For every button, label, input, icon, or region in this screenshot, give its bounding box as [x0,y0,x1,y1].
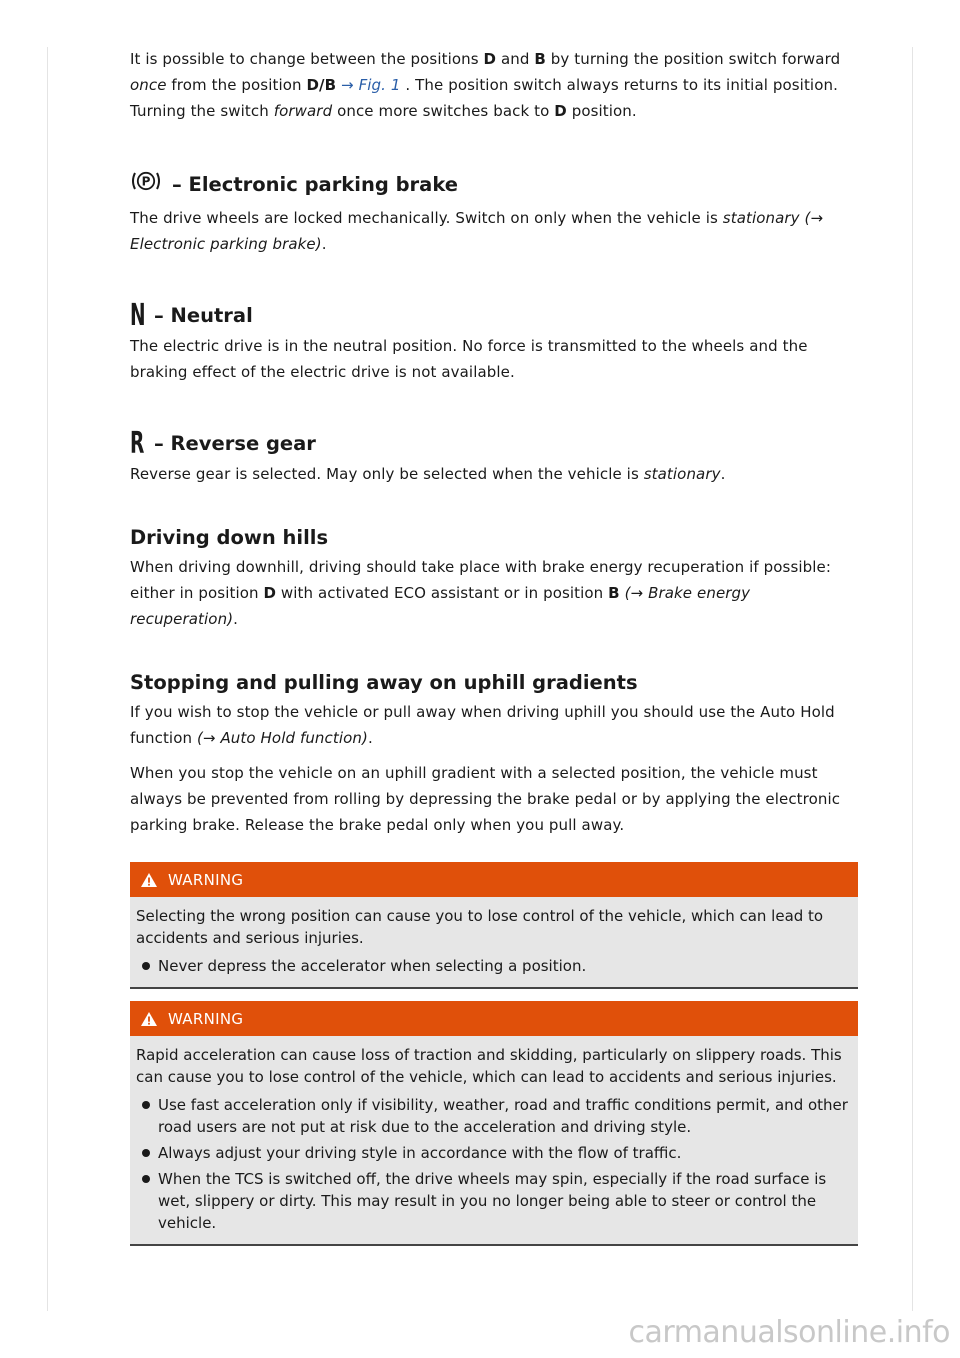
list-item: Use fast acceleration only if visibility, weather, road and traffic conditions permit, and other road users are not put at risk due to the acceleration and driving style. [136,1094,850,1138]
auto-hold-link[interactable]: (→ Auto Hold function) [196,729,368,747]
reverse-text: Reverse gear is selected. May only be selected when the vehicle is stationary. [130,465,726,483]
watermark: carmanualsonline.info [628,1315,950,1350]
downhill-text: When driving downhill, driving should take place with brake energy recuperation if possible: either in position D with activated ECO assistant or in position B (→ Brake energy recuperation). [130,558,832,628]
page-margin-right [912,47,913,1311]
page-margin-left [47,47,48,1311]
downhill-heading: Driving down hills [130,526,329,549]
neutral-symbol: N [130,298,146,333]
recuperation-link[interactable]: (→ Brake energy recuperation) [130,584,751,628]
uphill-text-1: If you wish to stop the vehicle or pull away when driving uphill you should use the Auto Hold function (→ Auto Hold function). [130,703,835,747]
neutral-heading: N – Neutral [130,298,253,333]
warning-body [130,1036,858,1246]
warning-list [136,1094,850,1234]
warning-header: WARNING [130,1001,858,1036]
warning-text: Selecting the wrong position can cause you to lose control of the vehicle, which can lead to accidents and serious injuries. [136,907,824,947]
reverse-heading: R – Reverse gear [130,426,316,461]
parking-brake-heading: P – Electronic parking brake [130,168,858,201]
list-item: When the TCS is switched off, the drive wheels may spin, especially if the road surface is wet, slippery or dirty. This may result in you no longer being able to steer or control the vehicle. [136,1168,850,1234]
fig-1-link[interactable]: Fig. 1 [358,76,401,94]
warning-box-1 [130,862,858,989]
warning-header: WARNING [130,862,858,897]
list-item: Never depress the accelerator when selecting a position. [136,955,850,977]
intro-paragraph: It is possible to change between the positions D and B by turning the position switch forward once from the position D/B → Fig. 1 . The position switch always returns to its initial position. Turning the switch forward once more switches back to D position. [130,50,841,120]
warning-body [130,897,858,989]
parking-brake-link[interactable]: (→ Electronic parking brake) [130,209,824,253]
parking-brake-text: The drive wheels are locked mechanically. Switch on only when the vehicle is stationary (→ Electronic parking brake). [130,209,824,253]
parking-brake-icon [130,168,162,201]
reverse-symbol: R [130,426,145,461]
page-content [130,46,858,1246]
warning-triangle-icon [140,1011,158,1027]
warning-box-2 [130,1001,858,1246]
uphill-heading: Stopping and pulling away on uphill gradients [130,671,638,694]
neutral-text: The electric drive is in the neutral position. No force is transmitted to the wheels and the braking effect of the electric drive is not available. [130,337,808,381]
uphill-text-2: When you stop the vehicle on an uphill gradient with a selected position, the vehicle must always be prevented from rolling by depressing the brake pedal or by applying the electronic parking brake. Release the brake pedal only when you pull away. [130,764,841,834]
warning-triangle-icon [140,872,158,888]
warning-list [136,955,850,977]
list-item: Always adjust your driving style in accordance with the flow of traffic. [136,1142,850,1164]
warning-text: Rapid acceleration can cause loss of traction and skidding, particularly on slippery roads. This can cause you to lose control of the vehicle, which can lead to accidents and serious injuries. [136,1046,842,1086]
svg-text:P: P [141,174,151,189]
